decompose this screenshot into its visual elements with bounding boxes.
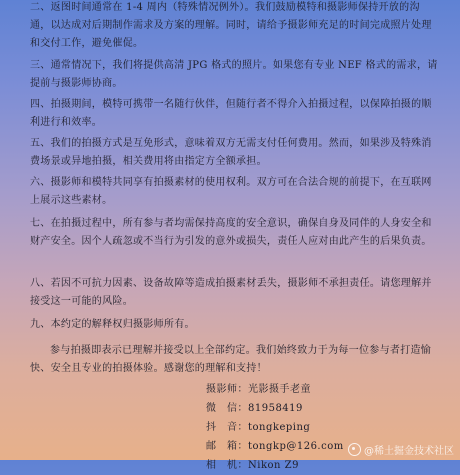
clause-3: 三、通常情况下，我们将提供高清 JPG 格式的照片。如果您有专业 NEF 格式的需求，请提前与摄影师协商。 xyxy=(30,60,438,89)
signature-douyin xyxy=(206,418,344,437)
signature-value: Nikon Z9 xyxy=(248,460,299,471)
clause-7: 七、在拍摄过程中，所有参与者均需保持高度的安全意识，确保自身及同伴的人身安全和财产安全。因个人疏忽或不当行为引发的意外或损失，责任人应对由此产生的后果负责。 xyxy=(30,218,432,247)
signature-label: 抖 音： xyxy=(206,422,248,433)
watermark-text: @稀土掘金技术社区 xyxy=(364,446,454,457)
clause-9: 九、本约定的解释权归摄影师所有。 xyxy=(30,319,195,330)
signature-label: 相 机： xyxy=(206,460,248,471)
signature-value: 81958419 xyxy=(248,403,303,414)
juejin-logo-icon xyxy=(348,443,361,456)
clause-5: 五、我们的拍摄方式是互免形式，意味着双方无需支付任何费用。然而，如果涉及特殊消费场景或异地拍摄，相关费用将由指定方全额承担。 xyxy=(30,138,432,167)
signature-value: tongkeping xyxy=(248,422,311,433)
signature-email xyxy=(206,437,344,456)
signature-label: 摄影师： xyxy=(206,384,248,395)
clause-2: 二、返图时间通常在 1-4 周内（特殊情况例外）。我们鼓励模特和摄影师保持开放的沟通，以达成对后期制作需求及方案的理解。同时，请给予摄影师充足的时间完成照片处理和交付工作，避免催促。 xyxy=(30,2,432,49)
signature-block xyxy=(206,380,344,475)
signature-value: tongkp@126.com xyxy=(248,441,344,452)
signature-label: 微 信： xyxy=(206,403,248,414)
closing-paragraph: 参与拍摄即表示已理解并接受以上全部约定。我们始终致力于为每一位参与者打造愉快、安全且专业的拍摄体验。感谢您的理解和支持！ xyxy=(30,345,432,374)
clause-6: 六、摄影师和模特共同享有拍摄素材的使用权利。双方可在合法合规的前提下，在互联网上展示这些素材。 xyxy=(30,177,432,206)
clause-4: 四、拍摄期间，模特可携带一名随行伙伴，但随行者不得介入拍摄过程，以保障拍摄的顺利进行和效率。 xyxy=(30,99,432,128)
signature-photographer xyxy=(206,380,344,399)
signature-value: 光影摄手老童 xyxy=(248,384,311,395)
signature-wechat xyxy=(206,399,344,418)
signature-label: 邮 箱： xyxy=(206,441,248,452)
signature-camera xyxy=(206,456,344,475)
clause-8: 八、若因不可抗力因素、设备故障等造成拍摄素材丢失，摄影师不承担责任。请您理解并接受这一可能的风险。 xyxy=(30,278,432,307)
watermark xyxy=(348,442,454,457)
